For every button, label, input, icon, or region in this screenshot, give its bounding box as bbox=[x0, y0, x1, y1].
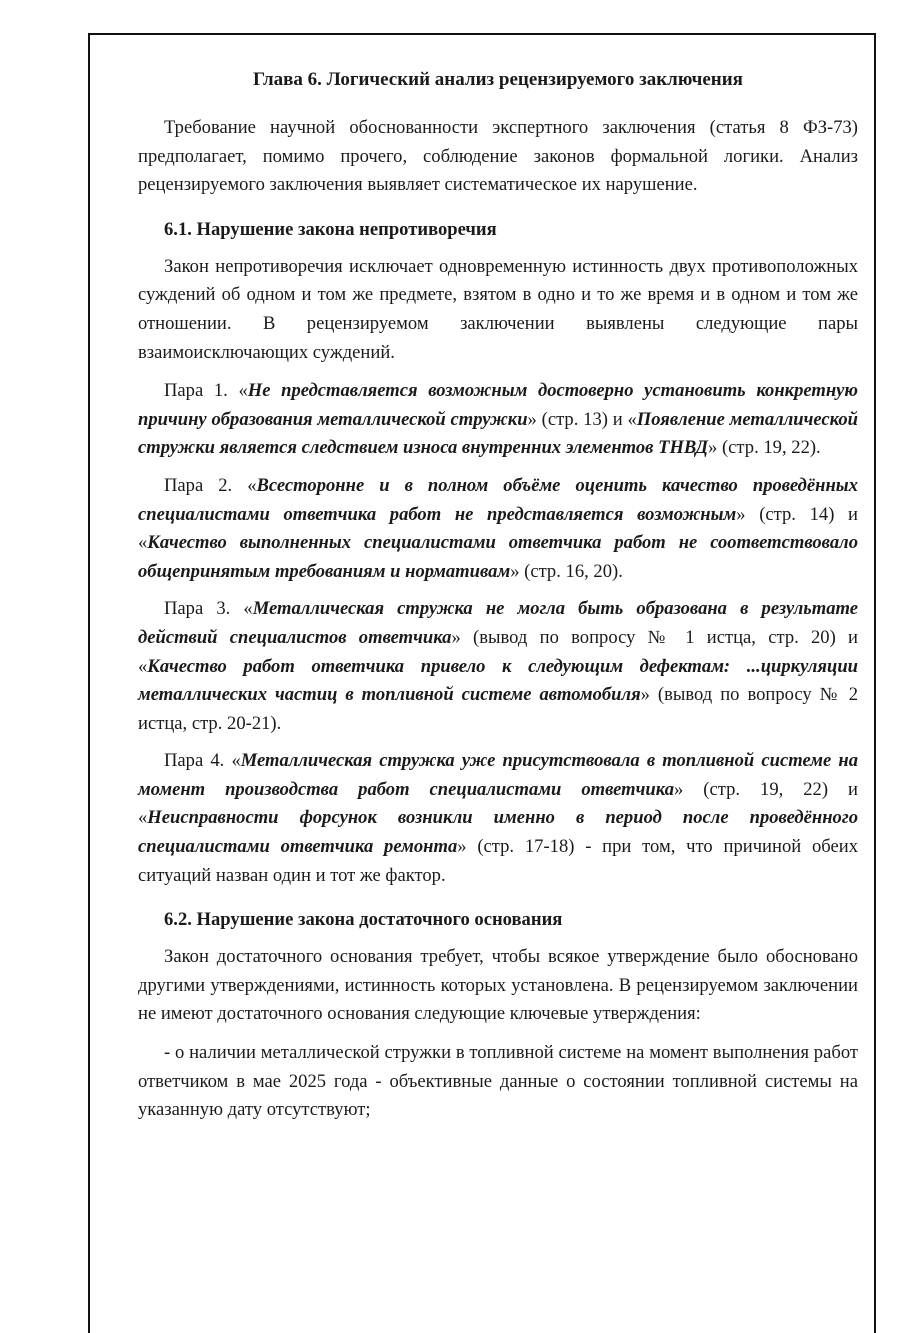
pair-reference: » (стр. 17-18) - при том, что причиной обеих ситуаций назван один и тот же фактор. bbox=[138, 836, 858, 886]
section-title-6-2: 6.2. Нарушение закона достаточного основания bbox=[164, 909, 563, 931]
chapter-intro: Требование научной обоснованности экспертного заключения (статья 8 ФЗ-73) предполагает, помимо прочего, соблюдение законов формальной логики. Анализ рецензируемого заключения выявляет систематическое их нарушение. bbox=[138, 117, 858, 196]
section-intro-6-1: Закон непротиворечия исключает одновременную истинность двух противоположных суждений об одном и том же предмете, взятом в одно и то же время и в одном и том же отношении. В рецензируемом заключении выявлены следующие пары взаимоисключающих суждений. bbox=[138, 255, 858, 363]
pair-reference: » (стр. 19, 22). bbox=[708, 437, 821, 459]
chapter-title: Глава 6. Логический анализ рецензируемого заключения bbox=[253, 69, 743, 90]
pair-reference: » (стр. 19, 22) и « bbox=[138, 778, 858, 829]
pair-1 bbox=[138, 377, 858, 463]
section-title-6-1: 6.1. Нарушение закона непротиворечия bbox=[164, 218, 497, 240]
pair-label: Пара 2. « bbox=[164, 474, 257, 496]
document-body bbox=[138, 66, 858, 1133]
pair-quote-second: Качество выполненных специалистами ответчика работ не соответствовало общепринятым требованиям и нормативам bbox=[138, 532, 858, 582]
list-item: - о наличии металлической стружки в топливной системе на момент выполнения работ ответчиком в мае 2025 года - объективные данные о состоянии топливной системы на указанную дату отсутствуют; bbox=[138, 1042, 858, 1121]
pair-quote-second: Качество работ ответчика привело к следующим дефектам: ...циркуляции металлических частиц в топливной системе автомобиля bbox=[138, 655, 858, 706]
pair-reference: » (вывод по вопросу № 1 истца, стр. 20) и « bbox=[138, 626, 858, 677]
pair-reference: » (стр. 13) и « bbox=[527, 408, 637, 430]
pair-quote-first: Металлическая стружка уже присутствовала в топливной системе на момент производства работ специалистами ответчика bbox=[138, 750, 858, 800]
pair-reference: » (стр. 16, 20). bbox=[510, 560, 623, 582]
pair-label: Пара 3. « bbox=[164, 598, 253, 620]
pair-quote-first: Металлическая стружка не могла быть образована в результате действий специалистов ответчика bbox=[138, 598, 858, 648]
pair-quote-first: Всесторонне и в полном объёме оценить качество проведённых специалистами ответчика работ не представляется возможным bbox=[138, 474, 858, 525]
section-intro-6-2: Закон достаточного основания требует, чтобы всякое утверждение было обосновано другими утверждениями, истинность которых установлена. В рецензируемом заключении не имеют достаточного основания следующие ключевые утверждения: bbox=[138, 946, 858, 1025]
pair-quote-second: Появление металлической стружки является следствием износа внутренних элементов ТНВД bbox=[138, 408, 858, 459]
pair-quote-first: Не представляется возможным достоверно установить конкретную причину образования металлической стружки bbox=[138, 380, 858, 430]
pair-4 bbox=[138, 747, 858, 890]
pair-label: Пара 1. « bbox=[164, 380, 248, 402]
pair-3 bbox=[138, 595, 858, 738]
pair-reference: » (вывод по вопросу № 2 истца, стр. 20-21). bbox=[138, 684, 858, 734]
pair-label: Пара 4. « bbox=[164, 750, 241, 772]
pair-reference: » (стр. 14) и « bbox=[138, 503, 858, 554]
pair-quote-second: Неисправности форсунок возникли именно в период после проведённого специалистами ответчика ремонта bbox=[138, 807, 858, 858]
pair-2 bbox=[138, 472, 858, 586]
